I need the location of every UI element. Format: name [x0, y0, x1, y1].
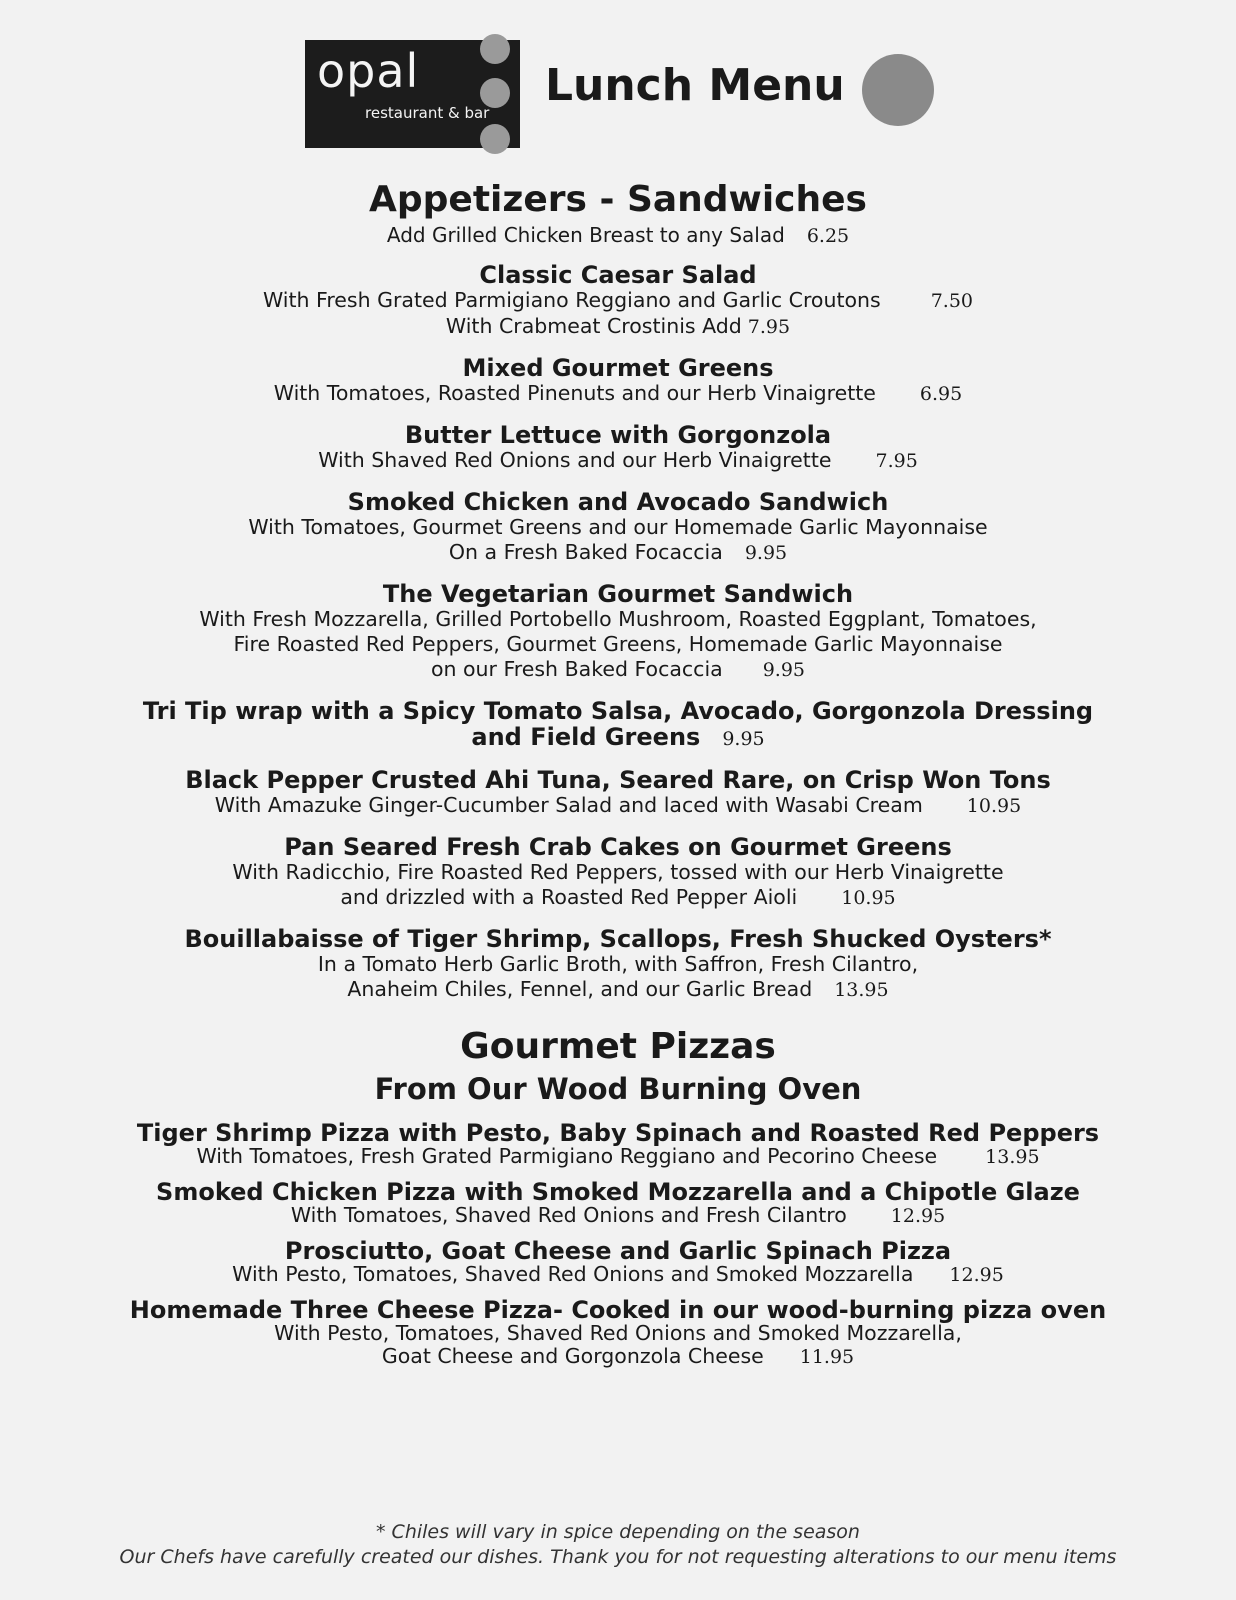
price: 13.95	[985, 1145, 1040, 1168]
item-desc: and drizzled with a Roasted Red Pepper Aioli 10.95	[340, 884, 896, 909]
menu-item-chicken-avocado-sandwich	[0, 489, 1236, 566]
item-name: Smoked Chicken Pizza with Smoked Mozzarella and a Chipotle Glaze	[156, 1177, 1080, 1206]
add-chicken-note: Add Grilled Chicken Breast to any Salad 6.25	[386, 223, 850, 248]
item-desc: In a Tomato Herb Garlic Broth, with Saffron, Fresh Cilantro,	[317, 951, 919, 976]
item-desc: With Crabmeat Crostinis Add 7.95	[445, 313, 791, 338]
item-name: Pan Seared Fresh Crab Cakes on Gourmet Greens	[284, 832, 952, 861]
page-title: Lunch Menu	[545, 60, 845, 111]
item-name: Tri Tip wrap with a Spicy Tomato Salsa, Avocado, Gorgonzola Dressing	[142, 696, 1094, 725]
menu-item-butter-lettuce	[0, 422, 1236, 474]
price: 6.95	[919, 382, 963, 405]
price: 9.95	[744, 541, 788, 564]
item-name: Classic Caesar Salad	[479, 260, 757, 289]
opal-logo	[305, 40, 520, 148]
menu-item-smoked-chicken-pizza	[0, 1177, 1236, 1228]
item-desc: With Fresh Grated Parmigiano Reggiano and Garlic Croutons 7.50	[262, 287, 974, 312]
menu-item-crab-cakes	[0, 834, 1236, 911]
item-name: Smoked Chicken and Avocado Sandwich	[347, 487, 889, 516]
menu-header	[305, 40, 945, 150]
section-subtitle-pizzas: From Our Wood Burning Oven	[374, 1072, 862, 1107]
item-desc: With Pesto, Tomatoes, Shaved Red Onions and Smoked Mozzarella,	[274, 1320, 962, 1345]
item-desc: on our Fresh Baked Focaccia 9.95	[430, 656, 806, 681]
item-desc: With Tomatoes, Shaved Red Onions and Fresh Cilantro 12.95	[290, 1202, 946, 1227]
item-name: Prosciutto, Goat Cheese and Garlic Spinach Pizza	[284, 1236, 952, 1265]
item-desc: With Shaved Red Onions and our Herb Vinaigrette 7.95	[318, 447, 918, 472]
logo-brand: opal	[317, 44, 420, 98]
menu-content	[0, 178, 1236, 1380]
menu-item-tri-tip-wrap	[0, 698, 1236, 752]
price: 12.95	[890, 1204, 946, 1227]
item-desc: Goat Cheese and Gorgonzola Cheese 11.95	[381, 1343, 855, 1368]
menu-item-prosciutto-pizza	[0, 1236, 1236, 1287]
price: 6.25	[806, 225, 850, 248]
item-desc: With Radicchio, Fire Roasted Red Peppers, tossed with our Herb Vinaigrette	[232, 859, 1004, 884]
menu-item-three-cheese-pizza	[0, 1295, 1236, 1369]
menu-item-mixed-greens	[0, 355, 1236, 407]
item-desc: On a Fresh Baked Focaccia 9.95	[448, 539, 788, 564]
price: 7.50	[930, 289, 974, 312]
menu-item-tiger-shrimp-pizza	[0, 1118, 1236, 1169]
menu-item-bouillabaisse	[0, 926, 1236, 1003]
item-name: Butter Lettuce with Gorgonzola	[404, 420, 832, 449]
price: 12.95	[949, 1263, 1004, 1286]
item-desc: With Tomatoes, Gourmet Greens and our Homemade Garlic Mayonnaise	[248, 514, 988, 539]
item-name: and Field Greens 9.95	[471, 722, 765, 751]
item-desc: With Amazuke Ginger-Cucumber Salad and laced with Wasabi Cream 10.95	[214, 792, 1022, 817]
item-desc: With Pesto, Tomatoes, Shaved Red Onions and Smoked Mozzarella 12.95	[232, 1261, 1004, 1286]
price: 9.95	[762, 658, 806, 681]
item-name: The Vegetarian Gourmet Sandwich	[382, 579, 854, 608]
item-desc: With Tomatoes, Roasted Pinenuts and our Herb Vinaigrette 6.95	[273, 380, 963, 405]
alterations-disclaimer: Our Chefs have carefully created our dishes. Thank you for not requesting alterations to our menu items	[119, 1546, 1117, 1568]
item-desc: With Fresh Mozzarella, Grilled Portobello Mushroom, Roasted Eggplant, Tomatoes,	[199, 606, 1037, 631]
price: 13.95	[834, 978, 889, 1001]
item-name: Black Pepper Crusted Ahi Tuna, Seared Rare, on Crisp Won Tons	[185, 765, 1051, 794]
price: 7.95	[875, 449, 918, 472]
logo-dot	[480, 124, 510, 154]
logo-tagline: restaurant & bar	[365, 104, 490, 122]
price: 10.95	[966, 794, 1022, 817]
decorative-circle	[862, 54, 934, 126]
item-desc: Anaheim Chiles, Fennel, and our Garlic Bread 13.95	[347, 976, 889, 1001]
price: 7.95	[747, 315, 791, 338]
item-desc: With Tomatoes, Fresh Grated Parmigiano Reggiano and Pecorino Cheese 13.95	[196, 1143, 1040, 1168]
item-desc: Fire Roasted Red Peppers, Gourmet Greens, Homemade Garlic Mayonnaise	[233, 631, 1003, 656]
item-name: Bouillabaisse of Tiger Shrimp, Scallops, Fresh Shucked Oysters*	[184, 924, 1052, 953]
chiles-disclaimer: * Chiles will vary in spice depending on the season	[376, 1521, 860, 1543]
item-name: Homemade Three Cheese Pizza- Cooked in our wood-burning pizza oven	[129, 1295, 1107, 1324]
price: 11.95	[799, 1345, 855, 1368]
logo-dot	[480, 78, 510, 108]
menu-item-ahi-tuna	[0, 767, 1236, 819]
section-title-pizzas: Gourmet Pizzas	[460, 1025, 776, 1067]
price: 9.95	[722, 727, 765, 750]
item-name: Mixed Gourmet Greens	[462, 353, 774, 382]
menu-item-vegetarian-sandwich	[0, 581, 1236, 683]
price: 10.95	[841, 886, 896, 909]
logo-dot	[480, 34, 510, 64]
pizza-section	[0, 1025, 1236, 1369]
item-name: Tiger Shrimp Pizza with Pesto, Baby Spinach and Roasted Red Peppers	[136, 1118, 1100, 1147]
menu-footer	[0, 1520, 1236, 1570]
menu-item-caesar-salad	[0, 262, 1236, 340]
section-title-appetizers: Appetizers - Sandwiches	[369, 179, 867, 220]
